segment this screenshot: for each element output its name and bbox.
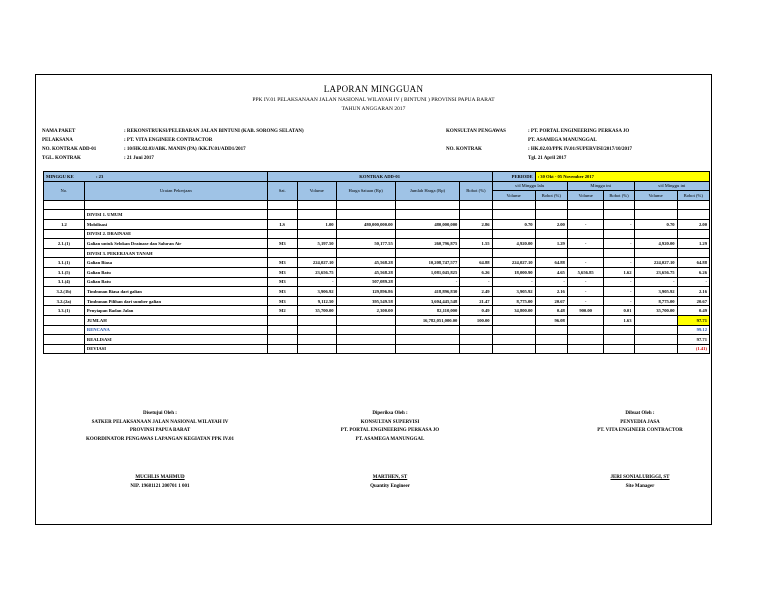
cell-b1: 0.48 [535,306,567,316]
cell-sat: M3 [267,267,297,277]
cell-uraian: Mobilisasi [84,219,267,229]
cell-jumlah: 260,796,875 [395,239,460,249]
cell-v2: 5,656.85 [567,267,604,277]
cell-b1: 64.88 [535,258,567,268]
col-group-lalu: s/d Minggu lalu [492,181,567,191]
col-harga: Harga Satuan (Rp) [336,181,395,200]
cell-vol [297,210,336,220]
cell-uraian: Timbunan Biasa dari galian [84,287,267,297]
cell-bobot: 64.88 [460,258,492,268]
cell-v1: 3,905.92 [492,287,535,297]
table-row [44,296,710,306]
cell-b1 [535,248,567,258]
cell-jumlah: - [395,277,460,287]
cell-harga: 507,089.28 [336,277,395,287]
meta-pelaksana: PELAKSANA : PT. VITA ENGINEER CONTRACTOR [42,138,213,143]
cell-b1: 2.00 [535,219,567,229]
cell-jumlah: 10,208,747,577 [395,258,460,268]
deviasi-row [44,344,710,354]
sub-volume: Volume [634,191,677,201]
jumlah-harga: 16,782,051,000.00 [395,315,460,325]
table-row [44,248,710,258]
jumlah-label: JUMLAH [84,315,267,325]
cell-v2: - [567,219,604,229]
table-body [44,210,710,316]
cell-sat: M2 [267,306,297,316]
cell-harga: 395,549.58 [336,296,395,306]
jumlah-bobot: 100.00 [460,315,492,325]
cell-uraian: Galian Batu [84,277,267,287]
cell-uraian: DIVISI 2. DRAINASE [84,229,267,239]
cell-v2: 900.00 [567,306,604,316]
cell-no: 3.1.(1) [44,258,85,268]
cell-bobot: 6.26 [460,267,492,277]
cell-v2: - [567,287,604,297]
realisasi-label: REALISASI [84,335,267,345]
cell-v2: - [567,296,604,306]
cell-harga: 45,568.28 [336,267,395,277]
week-bar [44,172,710,182]
cell-jumlah [395,229,460,239]
deviasi-label: DEVIASI [84,344,267,354]
table-row [44,239,710,249]
signer-name-center: MARTHEN, ST [372,475,408,480]
cell-sat: M3 [267,296,297,306]
cell-bobot [460,210,492,220]
cell-harga: 50,177.55 [336,239,395,249]
cell-b2: - [604,258,634,268]
realisasi-value: 97.71 [677,335,709,345]
table-row [44,229,710,239]
col-sat: Sat. [267,181,297,200]
meta-tgl-supervisi: Tgl. 21 April 2017 [528,156,567,161]
signer-id-left: NIP. 19681121 200701 1 001 [130,483,190,489]
cell-v2: - [567,277,604,287]
cell-b1: - [535,277,567,287]
meta-tgl-kontrak: TGL. KONTRAK : 21 Juni 2017 [42,156,154,161]
signer-name-left: MUCHLIS MAHMUD [135,475,185,480]
cell-v1: 0.70 [492,219,535,229]
jumlah-b3: 97.71 [677,315,709,325]
cell-b3: 2.16 [677,287,709,297]
cell-uraian: DIVISI 1. UMUM [84,210,267,220]
cell-b3 [677,229,709,239]
cell-v1 [492,210,535,220]
cell-harga: 480,000,000.00 [336,219,395,229]
cell-uraian: Galian Batu [84,267,267,277]
cell-b2: - [604,287,634,297]
cell-vol: 224,027.10 [297,258,336,268]
cell-b3: 6.26 [677,267,709,277]
cell-b3: - [677,277,709,287]
cell-b2: - [604,239,634,249]
cell-harga [336,229,395,239]
cell-vol: 3,906.92 [297,287,336,297]
col-group-ini: Minggu ini [567,181,634,191]
cell-bobot: 2.86 [460,219,492,229]
meta-no-kontrak-supervisi: NO. KONTRAK : HK.02.03/PPK IV.01/SUPERVISI/2017/10/2017 [446,147,633,152]
cell-b2: - [604,219,634,229]
signer-role-right: Site Manager [625,483,655,489]
cell-sat: M3 [267,239,297,249]
cell-v3: 8,775.00 [634,296,677,306]
cell-sat: M3 [267,287,297,297]
cell-bobot [460,229,492,239]
signature-left: Disetujui Oleh : SATKER PELAKSANAAN JALAN NASIONAL WILAYAH IV PROVINSI PAPUA BARAT KOORDINATOR PENGAWAS LAPANGAN KEGIATAN PPK IV.01 MUCHLIS MAHMUD NIP. 19681121 200701 1 001 [60,410,260,491]
cell-jumlah: 82,110,000 [395,306,460,316]
periode-value: : 30 Okt - 05 November 2017 [535,172,709,182]
cell-bobot: 2.49 [460,287,492,297]
cell-b3: 2.00 [677,219,709,229]
cell-v3 [634,248,677,258]
report-subtitle: PPK IV.01 PELAKSANAAN JALAN NASIONAL WILAYAH IV ( BINTUNI ) PROVINSI PAPUA BARAT [252,97,495,103]
cell-v3 [634,210,677,220]
signer-name-right: JERI SONIALUBIGGI, ST [610,475,670,480]
sub-volume: Volume [567,191,604,201]
cell-v1: 18,000.90 [492,267,535,277]
progress-table [43,171,710,354]
cell-sat [267,248,297,258]
cell-vol [297,248,336,258]
cell-sat: M3 [267,258,297,268]
cell-v3: 0.70 [634,219,677,229]
cell-v2 [567,248,604,258]
cell-v2 [567,229,604,239]
cell-v1: 224,027.10 [492,258,535,268]
col-no: No. [44,181,85,200]
cell-v3: 23,656.75 [634,267,677,277]
cell-vol: 5,197.50 [297,239,336,249]
cell-jumlah [395,248,460,258]
cell-b2: - [604,296,634,306]
cell-v3 [634,229,677,239]
minggu-value: : 23 [96,173,104,179]
cell-b2: - [604,277,634,287]
col-bobot: Bobot (%) [460,181,492,200]
realisasi-row [44,335,710,345]
cell-b2 [604,210,634,220]
sub-volume: Volume [492,191,535,201]
cell-v1: 8,775.00 [492,296,535,306]
cell-b2: 1.62 [604,267,634,277]
cell-vol [297,229,336,239]
cell-b2: 0.01 [604,306,634,316]
cell-no: 3.3.(1) [44,306,85,316]
jumlah-row [44,315,710,325]
cell-v3: 3,905.92 [634,287,677,297]
table-row [44,267,710,277]
cell-v2: - [567,239,604,249]
signature-right: Dibuat Oleh : PENYEDIA JASA PT. VITA ENGINEER CONTRACTOR JERI SONIALUBIGGI, ST Site Manager [560,410,720,491]
table-row [44,258,710,268]
cell-bobot: 21.47 [460,296,492,306]
meta-nama-paket: NAMA PAKET : REKONSTRUKSI/PELEBARAN JALAN BINTUNI (KAB. SORONG SELATAN) [42,129,304,134]
cell-vol: 35,700.00 [297,306,336,316]
cell-vol: 9,112.50 [297,296,336,306]
cell-sat: M3 [267,277,297,287]
kontrak-label: KONTRAK ADD-01 [267,172,492,182]
cell-b3: 64.88 [677,258,709,268]
table-row [44,210,710,220]
cell-no: 3.2.(1b) [44,287,85,297]
cell-sat [267,210,297,220]
spacer-row [44,200,710,210]
cell-v2 [567,210,604,220]
cell-b3: 0.49 [677,306,709,316]
table-row [44,287,710,297]
cell-no: 3.1.(5) [44,267,85,277]
cell-v3: - [634,277,677,287]
table-row [44,306,710,316]
report-title: LAPORAN MINGGUAN [323,84,424,94]
cell-sat [267,229,297,239]
cell-bobot: - [460,277,492,287]
cell-jumlah: 1,081,045,825 [395,267,460,277]
cell-b1: 1.29 [535,239,567,249]
meta-konsultan-2: PT. ASAMEGA MANUNGGAL [528,138,597,143]
sub-bobot: Bobot (%) [677,191,709,201]
cell-uraian: Galian Biasa [84,258,267,268]
cell-vol: - [297,277,336,287]
cell-v1: 4,920.00 [492,239,535,249]
rencana-value: 99.12 [677,325,709,335]
cell-no [44,248,85,258]
col-jumlah: Jumlah Harga (Rp) [395,181,460,200]
cell-v3: 4,920.00 [634,239,677,249]
cell-sat: LS [267,219,297,229]
jumlah-b1: 96.08 [535,315,567,325]
cell-v2: - [567,258,604,268]
cell-uraian: Penyiapan Badan Jalan [84,306,267,316]
cell-bobot: 0.49 [460,306,492,316]
col-volume: Volume [297,181,336,200]
cell-no: 2.1.(1) [44,239,85,249]
cell-harga [336,248,395,258]
cell-harga: 2,300.00 [336,306,395,316]
col-group-sd-ini: s/d Minggu ini [634,181,709,191]
cell-v1 [492,248,535,258]
signature-center: Diperiksa Oleh : KONSULTAN SUPERVISI PT. PORTAL ENGINEERING PERKASA JO PT. ASAMEGA MANUNGGAL MARTHEN, ST Quantity Engineer [300,410,480,491]
cell-vol: 1.00 [297,219,336,229]
meta-no-kontrak: NO. KONTRAK ADD-01 : 10/HK.02.03/ABK. MANIN (PA) /KK.IV.01/ADD1/2017 [42,147,246,152]
cell-harga: 45,568.28 [336,258,395,268]
minggu-label: MINGGU KE [46,173,74,179]
cell-v1 [492,229,535,239]
cell-jumlah [395,210,460,220]
cell-v3: 224,027.10 [634,258,677,268]
rencana-label: RENCANA [84,325,267,335]
cell-bobot: 1.55 [460,239,492,249]
cell-b2 [604,248,634,258]
meta-konsultan: KONSULTAN PENGAWAS : PT. PORTAL ENGINEERING PERKASA JO [446,129,630,134]
cell-uraian: Galian untuk Selokan Drainase dan Saluran Air [84,239,267,249]
periode-label: PERIODE [492,172,535,182]
cell-vol: 23,656.75 [297,267,336,277]
signer-role-center: Quantity Engineer [370,483,410,489]
cell-b1: 4.65 [535,267,567,277]
table-row [44,219,710,229]
sub-bobot: Bobot (%) [604,191,634,201]
header-row [44,181,710,191]
cell-jumlah: 418,896,830 [395,287,460,297]
cell-uraian: Timbunan Pilihan dari sumber galian [84,296,267,306]
sub-bobot: Bobot (%) [535,191,567,201]
cell-v3: 35,700.00 [634,306,677,316]
table-row [44,277,710,287]
cell-no: 3.2.(2a) [44,296,85,306]
deviasi-value: (1.41) [677,344,709,354]
cell-no [44,229,85,239]
cell-b1 [535,229,567,239]
cell-jumlah: 480,000,000 [395,219,460,229]
cell-b3 [677,248,709,258]
cell-no [44,210,85,220]
cell-v1: 34,800.00 [492,306,535,316]
cell-harga [336,210,395,220]
col-uraian: Uraian Pekerjaan [84,181,267,200]
report-year: TAHUN ANGGARAN 2017 [341,106,406,112]
cell-b1: 2.16 [535,287,567,297]
cell-no: 3.1.(4) [44,277,85,287]
jumlah-b2: 1.63 [604,315,634,325]
cell-v1: - [492,277,535,287]
cell-harga: 129,896.86 [336,287,395,297]
cell-b3: 20.67 [677,296,709,306]
cell-b1 [535,210,567,220]
cell-bobot [460,248,492,258]
cell-jumlah: 3,604,445,548 [395,296,460,306]
cell-b3: 1.29 [677,239,709,249]
cell-b3 [677,210,709,220]
cell-b2 [604,229,634,239]
cell-uraian: DIVISI 3. PEKERJAAN TANAH [84,248,267,258]
cell-b1: 20.67 [535,296,567,306]
rencana-row [44,325,710,335]
cell-no: 1.2 [44,219,85,229]
